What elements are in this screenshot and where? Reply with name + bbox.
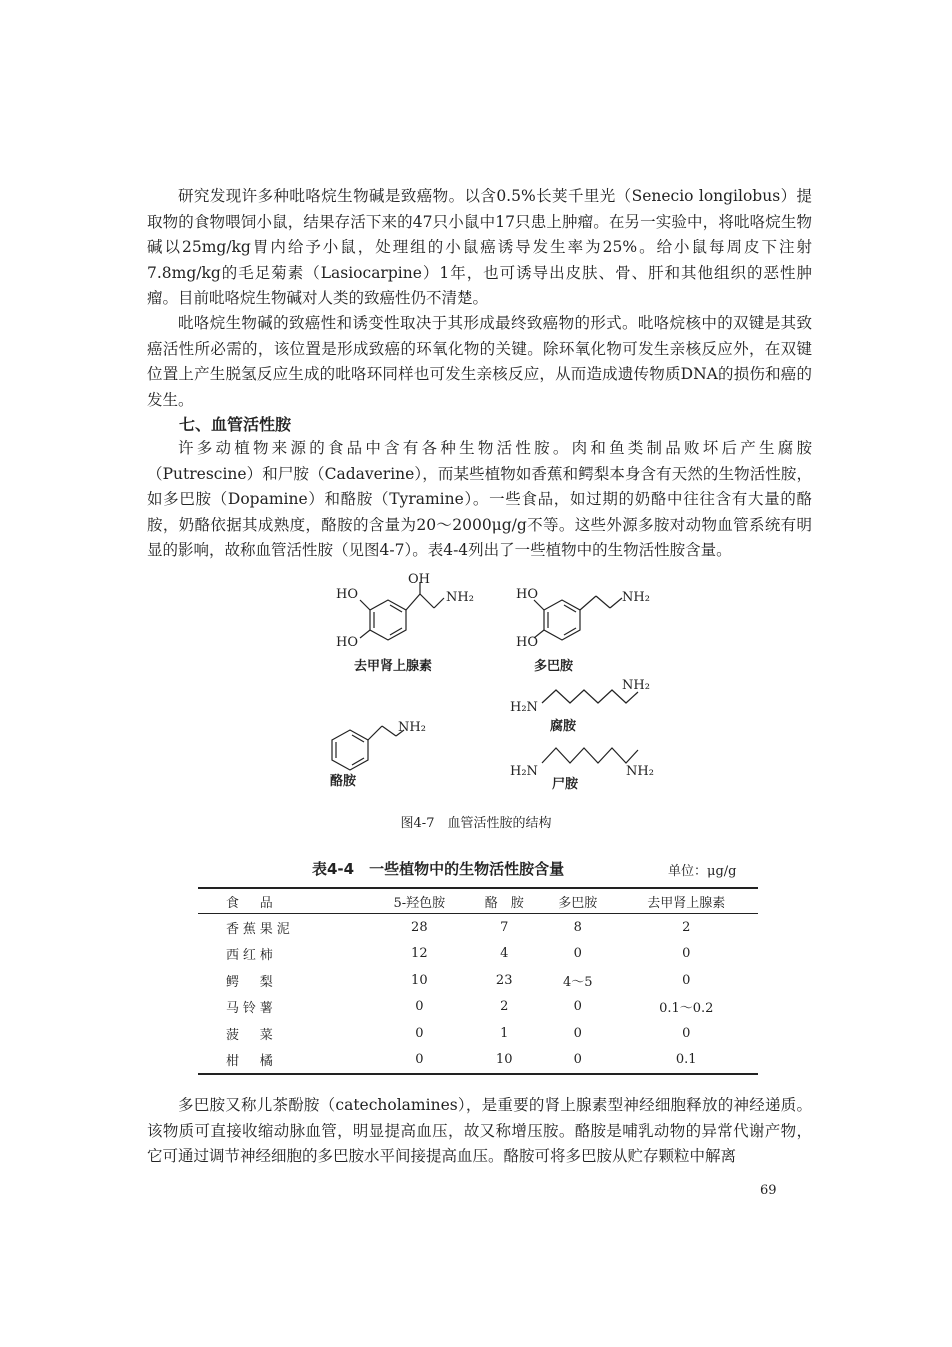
name-norepinephrine: 去甲肾上腺素 xyxy=(354,659,433,674)
table-row xyxy=(198,967,758,994)
header-serotonin: 5-羟色胺 xyxy=(393,895,446,911)
cell-value: 2 xyxy=(682,919,691,935)
name-putrescine: 腐胺 xyxy=(550,719,577,734)
paragraph-4: 多巴胺又称儿茶酚胺（catecholamines），是重要的肾上腺素型神经细胞释放的神经递质。该物质可直接收缩动脉血管，明显提高血压，故又称增压胺。酪胺是哺乳动物的异常代谢产物，它可通过调节神经细胞的多巴胺水平间接提高血压。酪胺可将多巴胺从贮存颗粒中解离 xyxy=(147,1096,812,1165)
table-row xyxy=(198,1047,758,1075)
cell-value: 1 xyxy=(500,1025,509,1041)
label-nh2-3: NH₂ xyxy=(622,678,650,693)
cell-value: 23 xyxy=(495,972,513,988)
cell-value: 0.1 xyxy=(675,1052,697,1068)
cell-value: 0 xyxy=(573,946,582,962)
table-unit: 单位：μg/g xyxy=(668,864,737,879)
cell-food: 香蕉果泥 xyxy=(226,921,294,937)
cell-value: 4 xyxy=(500,946,509,962)
cell-value: 0 xyxy=(415,999,424,1015)
figure-caption: 图4-7 血管活性胺的结构 xyxy=(400,816,552,831)
section-heading: 七、血管活性胺 xyxy=(179,415,292,434)
cell-value: 10 xyxy=(495,1052,513,1068)
cell-food: 菠 菜 xyxy=(226,1027,277,1043)
paragraph-2: 吡咯烷生物碱的致癌性和诱变性取决于其形成最终致癌物的形式。吡咯烷核中的双键是其致癌活性所必需的，该位置是形成致癌的环氧化物的关键。除环氧化物可发生亲核反应外，在双键位置上产生脱氢反应生成的吡咯环同样也可发生亲核反应，从而造成遗传物质DNA的损伤和癌的发生。 xyxy=(147,314,812,409)
cell-value: 0 xyxy=(573,1052,582,1068)
table-row xyxy=(198,1020,758,1047)
name-cadaverine: 尸胺 xyxy=(552,777,579,792)
cell-value: 7 xyxy=(500,919,509,935)
cell-value: 0 xyxy=(573,1025,582,1041)
label-ho-2: HO xyxy=(336,635,358,650)
cell-value: 10 xyxy=(411,972,428,988)
cell-value: 0 xyxy=(573,999,582,1015)
cell-value: 0 xyxy=(682,1025,691,1041)
label-ho-3: HO xyxy=(516,587,538,602)
label-ho-4: HO xyxy=(516,635,538,650)
cell-food: 西红柿 xyxy=(226,948,277,964)
cell-value: 0 xyxy=(682,972,691,988)
table-row xyxy=(198,914,758,941)
amine-table xyxy=(198,887,758,1075)
paragraph-1: 研究发现许多种吡咯烷生物碱是致癌物。以含0.5%长荚千里光（Senecio longilobus）提取物的食物喂饲小鼠，结果存活下来的47只小鼠中17只患上肿瘤。在另一实验中，将吡咯烷生物碱以25mg/kg胃内给予小鼠，处理组的小鼠癌诱导发生率为25%。给小鼠每周皮下注射7.8mg/kg的毛足菊素（Lasiocarpine）1年，也可诱导出皮肤、骨、肝和其他组织的恶性肿瘤。目前吡咯烷生物碱对人类的致癌性仍不清楚。 xyxy=(147,187,812,307)
label-oh: OH xyxy=(408,572,430,587)
cell-food: 马铃薯 xyxy=(226,1001,277,1017)
table-title: 表4-4 一些植物中的生物活性胺含量 xyxy=(312,860,565,878)
cell-value: 8 xyxy=(573,919,582,935)
cell-value: 0.1～0.2 xyxy=(659,1001,714,1017)
page-number: 69 xyxy=(760,1183,777,1198)
table-header-row xyxy=(198,888,758,914)
header-dopamine: 多巴胺 xyxy=(558,895,598,911)
cell-value: 0 xyxy=(415,1025,424,1041)
name-tyramine: 酪胺 xyxy=(330,774,357,789)
label-nh2-5: NH₂ xyxy=(626,764,654,779)
paragraph-3: 许多动植物来源的食品中含有各种生物活性胺。肉和鱼类制品败坏后产生腐胺（Putrescine）和尸胺（Cadaverine），而某些植物如香蕉和鳄梨本身含有天然的生物活性胺，如多巴胺（Dopamine）和酪胺（Tyramine）。一些食品，如过期的奶酪中往往含有大量的酪胺，奶酪依据其成熟度，酪胺的含量为20～2000μg/g不等。这些外源多胺对动物血管系统有明显的影响，故称血管活性胺（见图4-7）。表4-4列出了一些植物中的生物活性胺含量。 xyxy=(147,439,812,559)
header-food: 食 品 xyxy=(226,895,277,911)
structure-figure xyxy=(320,568,720,803)
label-h2n-1: H₂N xyxy=(510,700,538,715)
header-tyramine: 酪 胺 xyxy=(484,895,524,911)
cell-value: 4～5 xyxy=(562,974,593,990)
name-dopamine: 多巴胺 xyxy=(534,659,574,674)
label-nh2-1: NH₂ xyxy=(446,590,474,605)
cell-food: 鳄 梨 xyxy=(226,974,277,990)
cell-value: 28 xyxy=(411,919,428,935)
label-nh2-4: NH₂ xyxy=(398,720,426,735)
header-norepinephrine: 去甲肾上腺素 xyxy=(647,895,726,911)
cell-food: 柑 橘 xyxy=(226,1054,277,1070)
label-ho-1: HO xyxy=(336,587,358,602)
cell-value: 2 xyxy=(500,999,509,1015)
cell-value: 0 xyxy=(415,1052,424,1068)
cell-value: 12 xyxy=(411,946,428,962)
table-row xyxy=(198,941,758,968)
label-h2n-2: H₂N xyxy=(510,764,538,779)
table-row xyxy=(198,994,758,1021)
label-nh2-2: NH₂ xyxy=(622,590,650,605)
cell-value: 0 xyxy=(682,946,691,962)
